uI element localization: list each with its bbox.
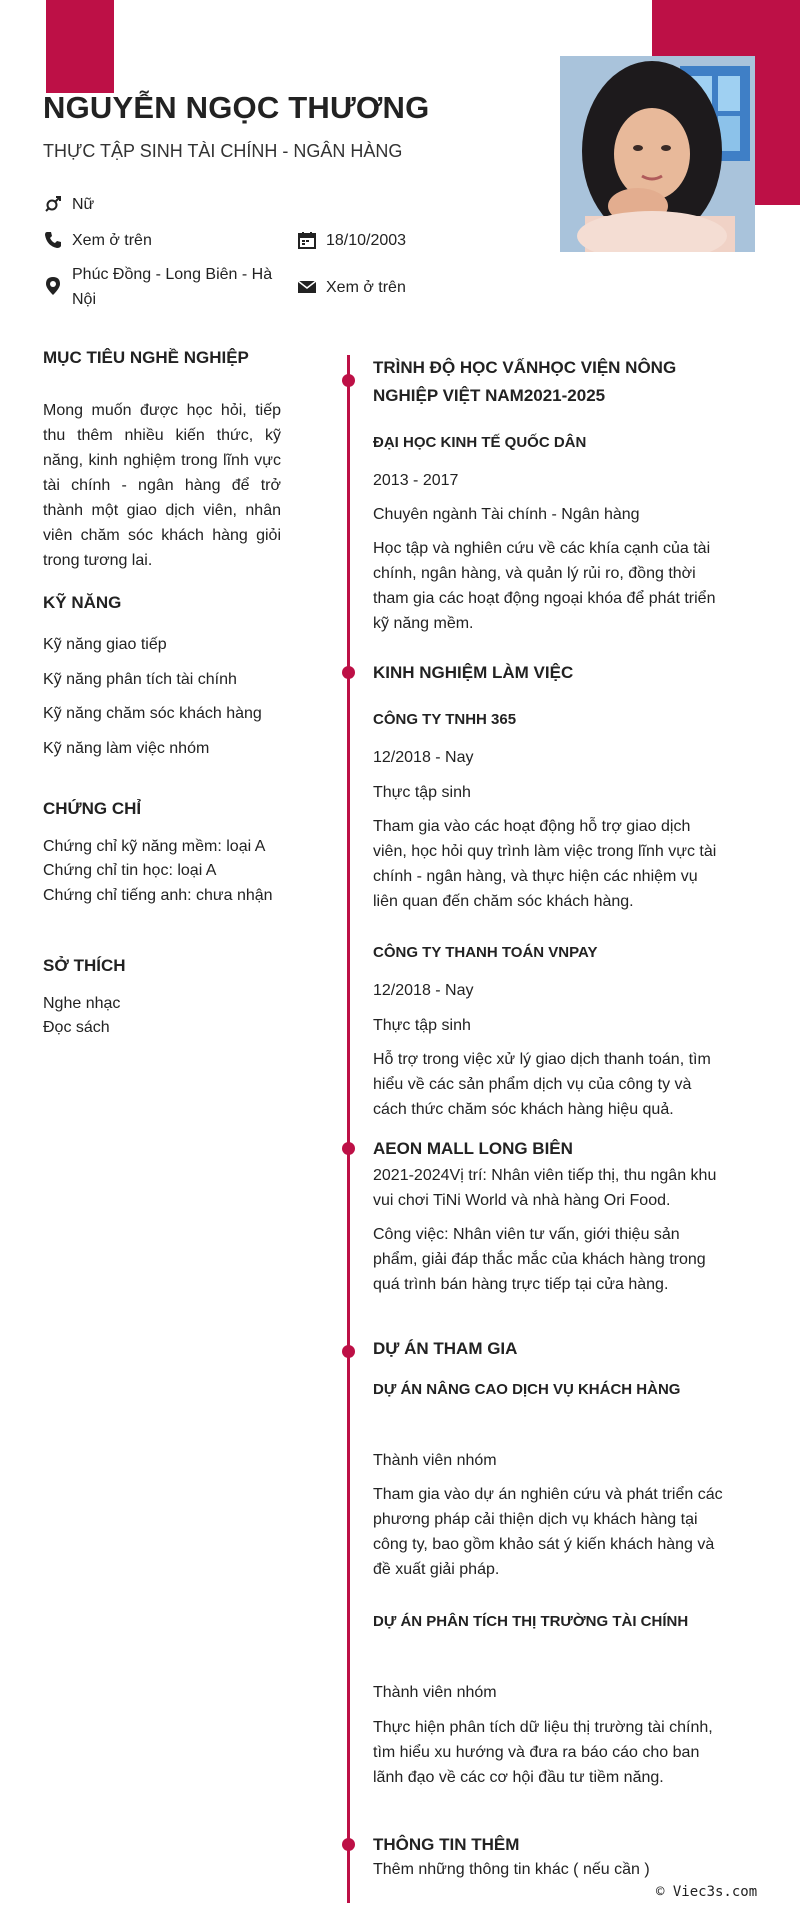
birthday-row	[297, 228, 406, 253]
project-role: Thành viên nhóm	[373, 1452, 497, 1469]
hobbies-heading: SỞ THÍCH	[43, 956, 126, 975]
project-name: DỰ ÁN PHÂN TÍCH THỊ TRƯỜNG TÀI CHÍNH	[373, 1613, 689, 1630]
job-period: 12/2018 - Nay	[373, 982, 474, 999]
birthday-value: 18/10/2003	[326, 232, 407, 249]
job-description: Tham gia vào các hoạt động hỗ trợ giao dịch viên, học hỏi quy trình làm việc trong lĩnh vực tài chính - ngân hàng, và thực hiện các nhiệm vụ liên quan đến chăm sóc khách hàng.	[373, 818, 717, 910]
hobby-item: Nghe nhạc	[43, 995, 121, 1012]
calendar-icon	[297, 230, 317, 250]
email-row	[297, 275, 406, 300]
job-role: Thực tập sinh	[373, 1017, 471, 1034]
skill-item: Kỹ năng chăm sóc khách hàng	[43, 705, 262, 722]
gender-value: Nữ	[72, 196, 95, 213]
timeline-dot	[342, 1838, 355, 1851]
gender-row	[43, 192, 94, 217]
education-description: Học tập và nghiên cứu về các khía cạnh của tài chính, ngân hàng, và quản lý rủi ro, đồng thời tham gia các hoạt động ngoại khóa để phát triển kỹ năng mềm.	[373, 540, 716, 632]
education-school: ĐẠI HỌC KINH TẾ QUỐC DÂN	[373, 434, 587, 451]
aeon-position: 2021-2024Vị trí: Nhân viên tiếp thị, thu ngân khu vui chơi TiNi World và nhà hàng Ori Food.	[373, 1167, 717, 1209]
projects-heading: DỰ ÁN THAM GIA	[373, 1339, 518, 1358]
skill-item: Kỹ năng phân tích tài chính	[43, 671, 237, 688]
more-info-text: Thêm những thông tin khác ( nếu cần )	[373, 1861, 650, 1878]
project-name: DỰ ÁN NÂNG CAO DỊCH VỤ KHÁCH HÀNG	[373, 1381, 681, 1398]
watermark: © Viec3s.com	[656, 1884, 758, 1900]
candidate-name: NGUYỄN NGỌC THƯƠNG	[43, 90, 430, 125]
location-pin-icon	[43, 276, 63, 296]
job-company: CÔNG TY THANH TOÁN VNPAY	[373, 944, 598, 961]
phone-row	[43, 228, 152, 253]
candidate-title: THỰC TẬP SINH TÀI CHÍNH - NGÂN HÀNG	[43, 141, 403, 161]
certificate-item: Chứng chỉ kỹ năng mềm: loại A	[43, 838, 266, 855]
project-role: Thành viên nhóm	[373, 1684, 497, 1701]
project-description: Tham gia vào dự án nghiên cứu và phát triển các phương pháp cải thiện dịch vụ khách hàng tại công ty, bao gồm khảo sát ý kiến khách hàng và đề xuất giải pháp.	[373, 1486, 723, 1578]
certificate-item: Chứng chỉ tiếng anh: chưa nhận	[43, 887, 273, 904]
job-company: CÔNG TY TNHH 365	[373, 711, 517, 728]
aeon-duties: Công việc: Nhân viên tư vấn, giới thiệu sản phẩm, giải đáp thắc mắc của khách hàng trong quá trình bán hàng trực tiếp tại cửa hàng.	[373, 1226, 706, 1293]
certificates-heading: CHỨNG CHỈ	[43, 799, 142, 818]
gender-icon	[43, 194, 63, 214]
skills-heading: KỸ NĂNG	[43, 593, 122, 612]
phone-icon	[43, 230, 63, 250]
address-row	[43, 262, 288, 312]
timeline-dot	[342, 1345, 355, 1358]
phone-value: Xem ở trên	[72, 232, 152, 249]
timeline-line	[347, 355, 350, 1903]
email-value: Xem ở trên	[326, 279, 406, 296]
hobby-item: Đọc sách	[43, 1019, 110, 1036]
education-major: Chuyên ngành Tài chính - Ngân hàng	[373, 506, 640, 523]
timeline-dot	[342, 1142, 355, 1155]
job-period: 12/2018 - Nay	[373, 749, 474, 766]
more-info-heading: THÔNG TIN THÊM	[373, 1835, 520, 1854]
job-description: Hỗ trợ trong việc xử lý giao dịch thanh toán, tìm hiểu về các sản phẩm dịch vụ của công ty và cách thức chăm sóc khách hàng hiệu quả.	[373, 1051, 711, 1118]
email-icon	[297, 277, 317, 297]
accent-block-left	[46, 0, 114, 93]
project-description: Thực hiện phân tích dữ liệu thị trường tài chính, tìm hiểu xu hướng và đưa ra báo cáo cho ban lãnh đạo về các cơ hội đầu tư tiềm năng.	[373, 1719, 713, 1786]
certificate-item: Chứng chỉ tin học: loại A	[43, 862, 217, 879]
education-period: 2013 - 2017	[373, 472, 459, 489]
aeon-heading: AEON MALL LONG BIÊN	[373, 1139, 573, 1158]
timeline-dot	[342, 666, 355, 679]
job-role: Thực tập sinh	[373, 784, 471, 801]
skill-item: Kỹ năng làm việc nhóm	[43, 740, 210, 757]
objective-heading: MỤC TIÊU NGHỀ NGHIỆP	[43, 348, 249, 367]
timeline-dot	[342, 374, 355, 387]
objective-text: Mong muốn được học hỏi, tiếp thu thêm nhiều kiến thức, kỹ năng, kinh nghiệm trong lĩnh vực tài chính - ngân hàng để trở thành một giao dịch viên, nhân viên chăm sóc khách hàng giỏi trong tương lai.	[43, 402, 281, 569]
education-heading: TRÌNH ĐỘ HỌC VẤNHỌC VIỆN NÔNG NGHIỆP VIỆT NAM2021-2025	[373, 358, 677, 405]
experience-heading: KINH NGHIỆM LÀM VIỆC	[373, 663, 574, 682]
profile-photo	[560, 56, 755, 252]
skill-item: Kỹ năng giao tiếp	[43, 636, 167, 653]
address-value: Phúc Đồng - Long Biên - Hà Nội	[72, 266, 273, 308]
